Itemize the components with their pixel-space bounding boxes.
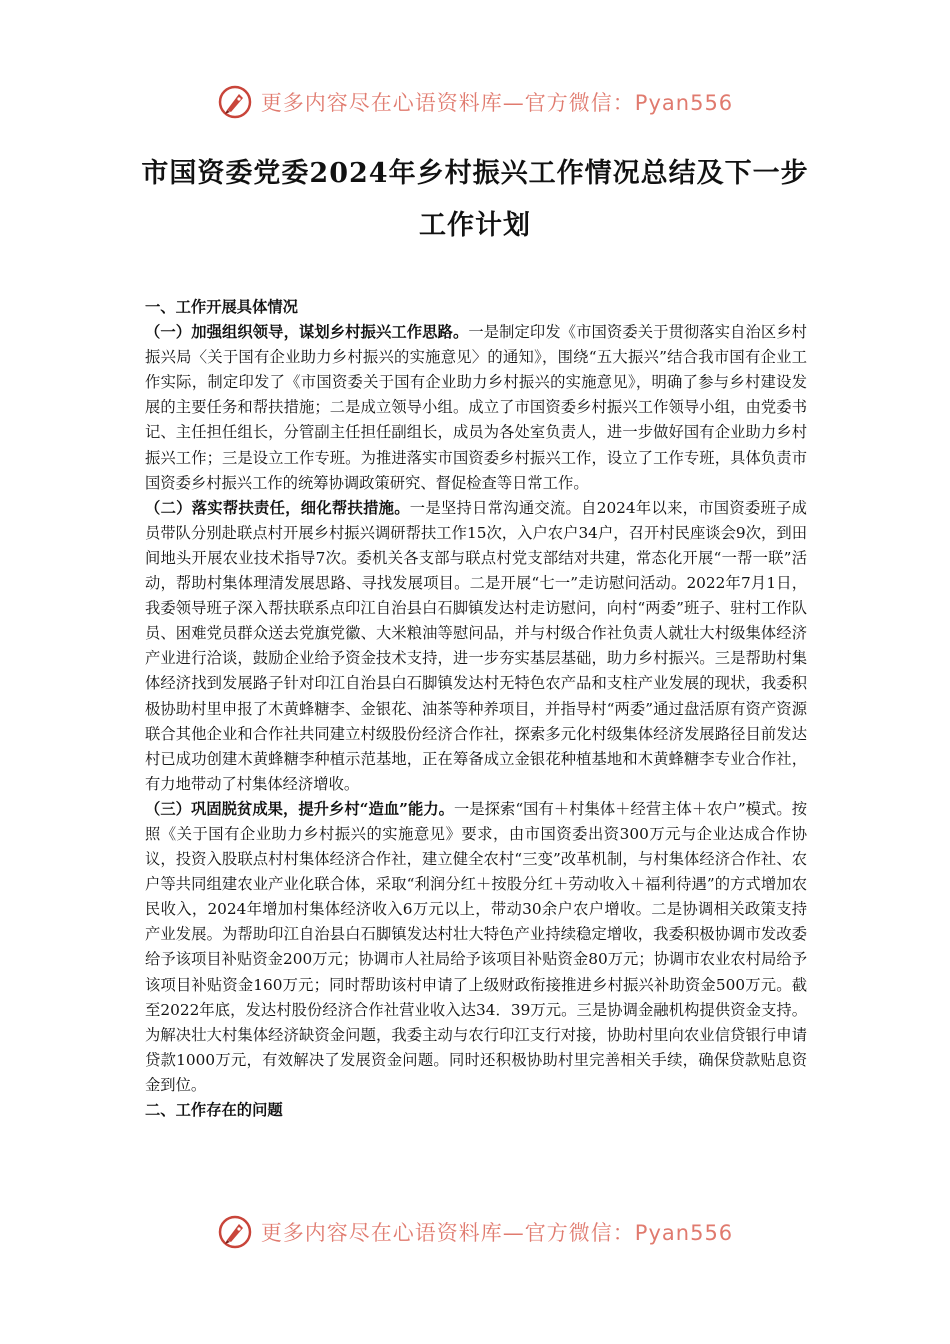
header-banner <box>0 82 950 122</box>
section-heading: 二、工作存在的问题 <box>145 1101 283 1119</box>
paragraph-text: 一是探索“国有＋村集体＋经营主体＋农户”模式。按照《关于国有企业助力乡村振兴的实施意见》要求，由市国资委出资300万元与企业达成合作协议，投资入股联点村村集体经济合作社，建立健全农村“三变”改革机制，与村集体经济合作社、农户等共同组建农业产业化联合体，采取“利润分红＋按股分红＋劳动收入＋福利待遇”的方式增加农民收入，2024年增加村集体经济收入6万元以上，带动30余户农户增收。二是协调相关政策支持产业发展。为帮助印江自治县白石脚镇发达村壮大特色产业持续稳定增收，我委积极协调市发改委给予该项目补贴资金200万元；协调市人社局给予该项目补贴资金80万元；协调市农业农村局给予该项目补贴资金160万元；同时帮助该村申请了上级财政衔接推进乡村振兴补助资金500万元。截至2022年底，发达村股份经济合作社营业收入达34．39万元。三是协调金融机构提供资金支持。为解决壮大村集体经济缺资金问题，我委主动与农行印江支行对接，协助村里向农业信贷银行申请贷款1000万元，有效解决了发展资金问题。同时还积极协助村里完善相关手续，确保贷款贴息资金到位。 <box>145 799 807 1094</box>
banner-text: 更多内容尽在心语资料库—官方微信：Pyan556 <box>260 1221 734 1245</box>
document-title: 市国资委党委2024年乡村振兴工作情况总结及下一步工作计划 <box>141 158 809 241</box>
subsection-heading: （二）落实帮扶责任，细化帮扶措施。 <box>145 498 410 517</box>
subsection-heading: （三）巩固脱贫成果，提升乡村“造血”能力。 <box>145 799 454 818</box>
paragraph <box>145 496 807 797</box>
subsection-heading: （一）加强组织领导，谋划乡村振兴工作思路。 <box>145 323 469 342</box>
pen-nib-logo-icon <box>217 84 253 120</box>
paragraph-text: 一是制定印发《市国资委关于贯彻落实自治区乡村振兴局〈关于国有企业助力乡村振兴的实施意见〉的通知》，围绕“五大振兴”结合我市国有企业工作实际，制定印发了《市国资委关于国有企业助力乡村振兴的实施意见》，明确了参与乡村建设发展的主要任务和帮扶措施；二是成立领导小组。成立了市国资委乡村振兴工作领导小组，由党委书记、主任担任组长，分管副主任担任副组长，成员为各处室负责人，进一步做好国有企业助力乡村振兴工作；三是设立工作专班。为推进落实市国资委乡村振兴工作，设立了工作专班，具体负责市国资委乡村振兴工作的统筹协调政策研究、督促检查等日常工作。 <box>145 323 807 492</box>
pen-nib-logo-icon <box>217 1214 253 1250</box>
paragraph-text: 一是坚持日常沟通交流。自2024年以来，市国资委班子成员带队分别赴联点村开展乡村振兴调研帮扶工作15次，入户农户34户，召开村民座谈会9次，到田间地头开展农业技术指导7次。委机关各支部与联点村党支部结对共建，常态化开展“一帮一联”活动，帮助村集体理清发展思路、寻找发展项目。二是开展“七一”走访慰问活动。2022年7月1日，我委领导班子深入帮扶联系点印江自治县白石脚镇发达村走访慰问，向村“两委”班子、驻村工作队员、困难党员群众送去党旗党徽、大米粮油等慰问品，并与村级合作社负责人就壮大村级集体经济产业进行洽谈，鼓励企业给予资金技术支持，进一步夯实基层基础，助力乡村振兴。三是帮助村集体经济找到发展路子针对印江自治县白石脚镇发达村无特色农产品和支柱产业发展的现状，我委积极协助村里申报了木黄蜂糖李、金银花、油茶等种养项目，并指导村“两委”通过盘活原有资产资源联合其他企业和合作社共同建立村级股份经济合作社，探索多元化村级集体经济发展路径目前发达村已成功创建木黄蜂糖李种植示范基地，正在筹备成立金银花种植基地和木黄蜂糖李专业合作社，有力地带动了村集体经济增收。 <box>145 498 807 793</box>
paragraph <box>145 320 807 496</box>
footer-banner <box>0 1212 950 1252</box>
banner-text: 更多内容尽在心语资料库—官方微信：Pyan556 <box>260 91 734 115</box>
document-body <box>145 295 807 1123</box>
section-heading: 一、工作开展具体情况 <box>145 298 298 316</box>
paragraph <box>145 797 807 1098</box>
